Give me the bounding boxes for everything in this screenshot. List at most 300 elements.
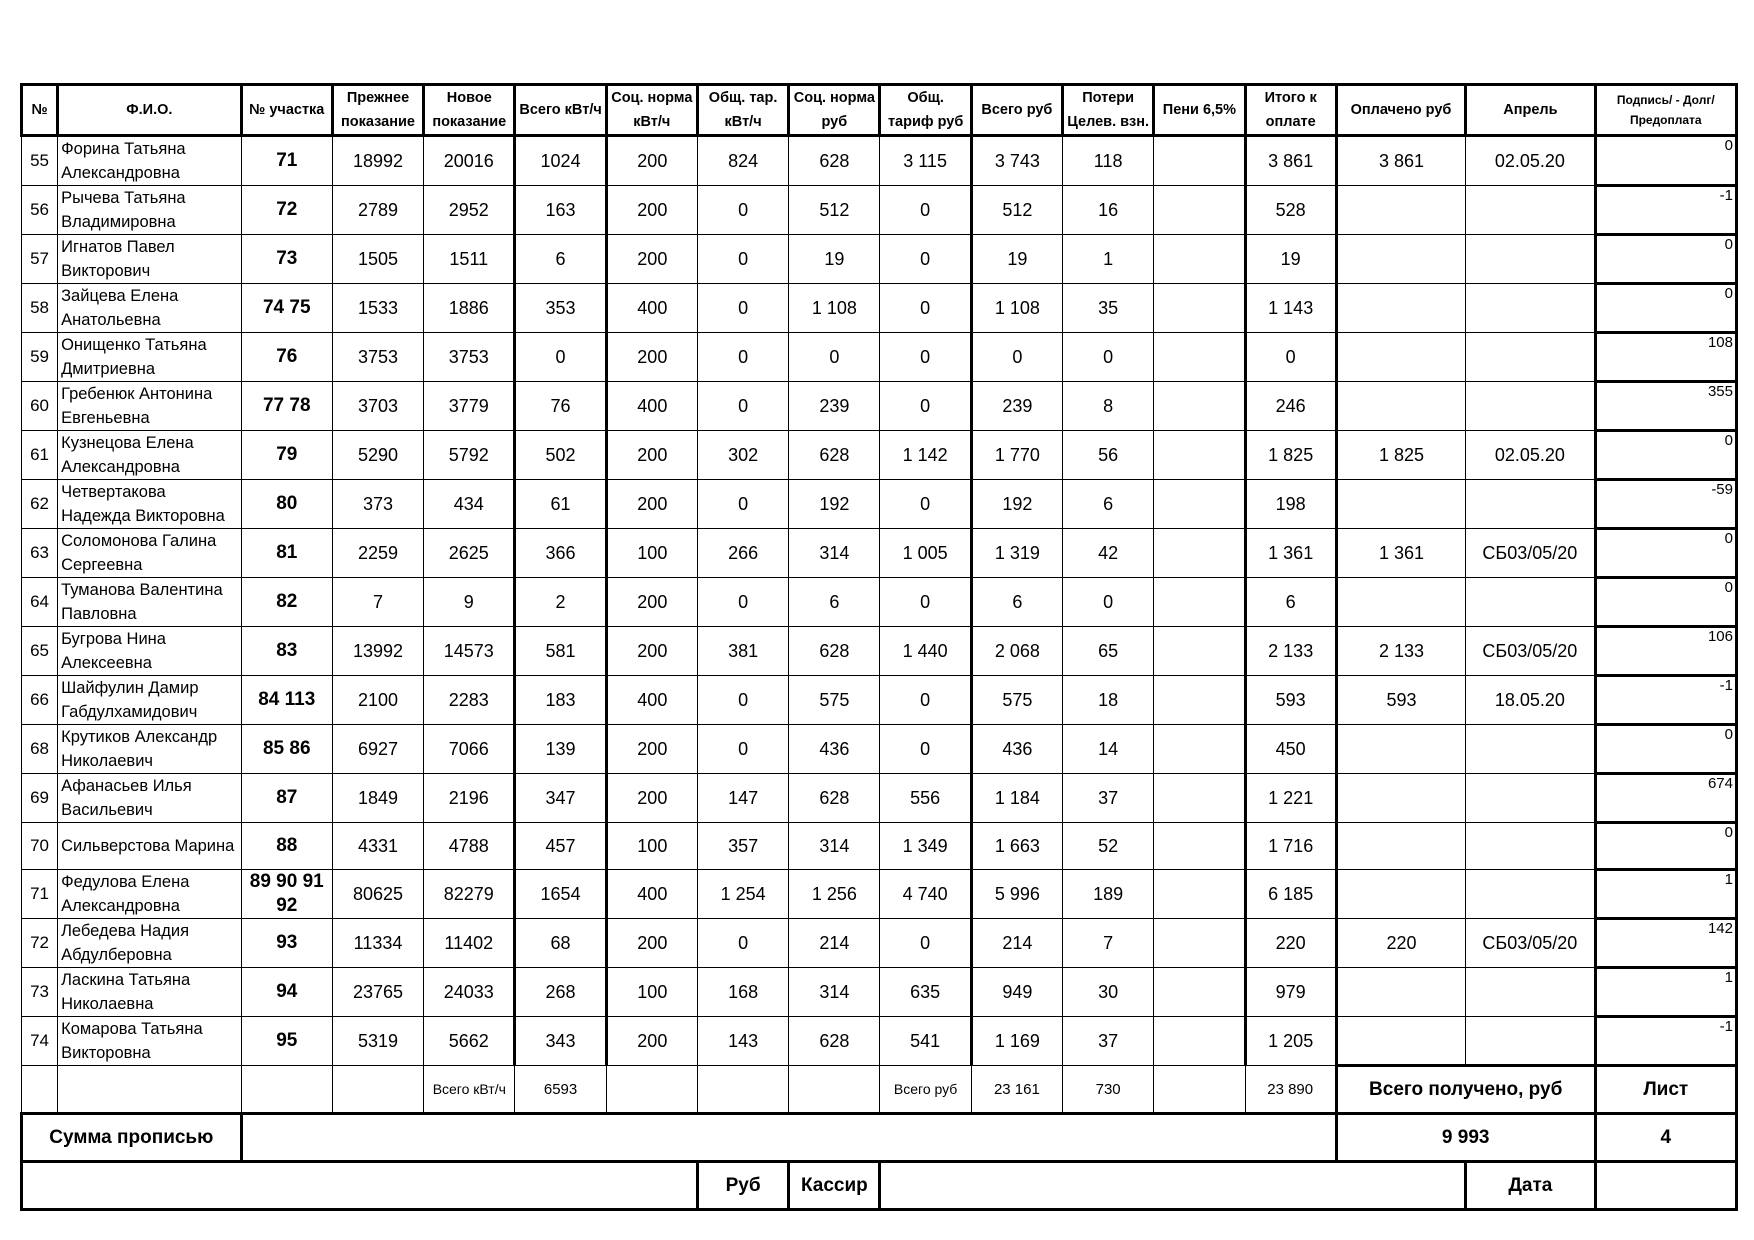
total-rub: 1 319 xyxy=(971,529,1062,578)
social-norm-kwh: 200 xyxy=(606,136,697,186)
general-tariff-kwh: 266 xyxy=(697,529,788,578)
amount-due: 246 xyxy=(1245,382,1336,431)
plot-number: 88 xyxy=(241,823,332,870)
totals-empty-cell xyxy=(22,1066,58,1114)
debt-prepayment: -1 xyxy=(1595,1017,1736,1066)
social-norm-kwh: 200 xyxy=(606,431,697,480)
losses-fee: 6 xyxy=(1063,480,1154,529)
april-payment-date: 02.05.20 xyxy=(1466,136,1595,186)
total-kwh: 366 xyxy=(515,529,606,578)
social-norm-rub: 6 xyxy=(789,578,880,627)
previous-reading: 373 xyxy=(332,480,423,529)
total-rub: 239 xyxy=(971,382,1062,431)
row-number: 72 xyxy=(22,919,58,968)
previous-reading: 1505 xyxy=(332,235,423,284)
table-row xyxy=(22,480,1737,529)
penalty xyxy=(1154,136,1245,186)
table-row xyxy=(22,774,1737,823)
resident-name: Игнатов Павел Викторович xyxy=(58,235,242,284)
general-tariff-rub: 0 xyxy=(880,235,971,284)
header-due: Итого к оплате xyxy=(1245,85,1336,136)
general-tariff-rub: 4 740 xyxy=(880,870,971,919)
amount-due: 1 825 xyxy=(1245,431,1336,480)
general-tariff-kwh: 357 xyxy=(697,823,788,870)
amount-paid: 593 xyxy=(1336,676,1465,725)
resident-name: Зайцева Елена Анатольевна xyxy=(58,284,242,333)
amount-due: 19 xyxy=(1245,235,1336,284)
april-payment-date xyxy=(1466,968,1595,1017)
debt-prepayment: 0 xyxy=(1595,823,1736,870)
penalty xyxy=(1154,431,1245,480)
previous-reading: 7 xyxy=(332,578,423,627)
april-payment-date: СБ03/05/20 xyxy=(1466,627,1595,676)
row-number: 61 xyxy=(22,431,58,480)
amount-due: 1 361 xyxy=(1245,529,1336,578)
amount-due: 6 xyxy=(1245,578,1336,627)
amount-paid: 3 861 xyxy=(1336,136,1465,186)
new-reading: 2625 xyxy=(424,529,515,578)
general-tariff-rub: 0 xyxy=(880,578,971,627)
total-kwh: 0 xyxy=(515,333,606,382)
new-reading: 20016 xyxy=(424,136,515,186)
totals-empty-cell xyxy=(697,1066,788,1114)
amount-paid xyxy=(1336,578,1465,627)
debt-prepayment: 108 xyxy=(1595,333,1736,382)
totals-sheet-label: Лист xyxy=(1595,1066,1736,1114)
amount-paid xyxy=(1336,480,1465,529)
social-norm-kwh: 400 xyxy=(606,382,697,431)
total-rub: 19 xyxy=(971,235,1062,284)
april-payment-date: СБ03/05/20 xyxy=(1466,529,1595,578)
new-reading: 2283 xyxy=(424,676,515,725)
table-row xyxy=(22,235,1737,284)
social-norm-rub: 1 256 xyxy=(789,870,880,919)
social-norm-kwh: 400 xyxy=(606,676,697,725)
april-payment-date xyxy=(1466,284,1595,333)
header-row xyxy=(22,85,1737,136)
new-reading: 14573 xyxy=(424,627,515,676)
header-april: Апрель xyxy=(1466,85,1595,136)
total-rub: 436 xyxy=(971,725,1062,774)
amount-due: 6 185 xyxy=(1245,870,1336,919)
table-row xyxy=(22,676,1737,725)
previous-reading: 2789 xyxy=(332,186,423,235)
previous-reading: 4331 xyxy=(332,823,423,870)
social-norm-rub: 314 xyxy=(789,529,880,578)
header-plot: № участка xyxy=(241,85,332,136)
amount-due: 198 xyxy=(1245,480,1336,529)
general-tariff-kwh: 824 xyxy=(697,136,788,186)
amount-due: 2 133 xyxy=(1245,627,1336,676)
row-number: 65 xyxy=(22,627,58,676)
table-row xyxy=(22,968,1737,1017)
header-prev: Прежнее показание xyxy=(332,85,423,136)
losses-fee: 0 xyxy=(1063,578,1154,627)
plot-number: 77 78 xyxy=(241,382,332,431)
resident-name: Онищенко Татьяна Дмитриевна xyxy=(58,333,242,382)
social-norm-rub: 628 xyxy=(789,431,880,480)
amount-due: 593 xyxy=(1245,676,1336,725)
total-kwh: 457 xyxy=(515,823,606,870)
totals-kwh-value: 6593 xyxy=(515,1066,606,1114)
general-tariff-rub: 0 xyxy=(880,919,971,968)
plot-number: 83 xyxy=(241,627,332,676)
social-norm-kwh: 200 xyxy=(606,774,697,823)
total-kwh: 68 xyxy=(515,919,606,968)
header-paid: Оплачено руб xyxy=(1336,85,1465,136)
table-row xyxy=(22,136,1737,186)
losses-fee: 37 xyxy=(1063,1017,1154,1066)
amount-paid: 2 133 xyxy=(1336,627,1465,676)
amount-due: 1 205 xyxy=(1245,1017,1336,1066)
amount-due: 1 143 xyxy=(1245,284,1336,333)
social-norm-rub: 239 xyxy=(789,382,880,431)
april-payment-date xyxy=(1466,725,1595,774)
new-reading: 11402 xyxy=(424,919,515,968)
social-norm-kwh: 100 xyxy=(606,823,697,870)
total-kwh: 163 xyxy=(515,186,606,235)
new-reading: 3753 xyxy=(424,333,515,382)
total-kwh: 6 xyxy=(515,235,606,284)
new-reading: 2952 xyxy=(424,186,515,235)
penalty xyxy=(1154,235,1245,284)
totals-empty-cell xyxy=(58,1066,242,1114)
header-sign: Подпись/ - Долг/Предоплата xyxy=(1595,85,1736,136)
total-kwh: 61 xyxy=(515,480,606,529)
footer-amount-field xyxy=(22,1162,698,1210)
social-norm-rub: 0 xyxy=(789,333,880,382)
social-norm-kwh: 400 xyxy=(606,284,697,333)
total-rub: 192 xyxy=(971,480,1062,529)
previous-reading: 5319 xyxy=(332,1017,423,1066)
losses-fee: 35 xyxy=(1063,284,1154,333)
losses-fee: 16 xyxy=(1063,186,1154,235)
social-norm-kwh: 100 xyxy=(606,968,697,1017)
plot-number: 74 75 xyxy=(241,284,332,333)
penalty xyxy=(1154,480,1245,529)
row-number: 66 xyxy=(22,676,58,725)
total-rub: 6 xyxy=(971,578,1062,627)
general-tariff-kwh: 147 xyxy=(697,774,788,823)
general-tariff-kwh: 0 xyxy=(697,919,788,968)
new-reading: 3779 xyxy=(424,382,515,431)
total-rub: 1 663 xyxy=(971,823,1062,870)
plot-number: 73 xyxy=(241,235,332,284)
plot-number: 81 xyxy=(241,529,332,578)
totals-empty-cell xyxy=(789,1066,880,1114)
losses-fee: 8 xyxy=(1063,382,1154,431)
header-soc-rub: Соц. норма руб xyxy=(789,85,880,136)
plot-number: 89 90 91 92 xyxy=(241,870,332,919)
row-number: 63 xyxy=(22,529,58,578)
debt-prepayment: 0 xyxy=(1595,725,1736,774)
totals-empty-cell xyxy=(332,1066,423,1114)
payment-sheet-table xyxy=(20,83,1738,1211)
losses-fee: 0 xyxy=(1063,333,1154,382)
social-norm-kwh: 200 xyxy=(606,186,697,235)
table-row xyxy=(22,1017,1737,1066)
previous-reading: 1849 xyxy=(332,774,423,823)
total-rub: 1 184 xyxy=(971,774,1062,823)
general-tariff-rub: 0 xyxy=(880,725,971,774)
total-kwh: 353 xyxy=(515,284,606,333)
amount-paid xyxy=(1336,870,1465,919)
new-reading: 1886 xyxy=(424,284,515,333)
row-number: 73 xyxy=(22,968,58,1017)
resident-name: Гребенюк Антонина Евгеньевна xyxy=(58,382,242,431)
previous-reading: 6927 xyxy=(332,725,423,774)
social-norm-rub: 214 xyxy=(789,919,880,968)
amount-due: 528 xyxy=(1245,186,1336,235)
penalty xyxy=(1154,382,1245,431)
losses-fee: 56 xyxy=(1063,431,1154,480)
debt-prepayment: -59 xyxy=(1595,480,1736,529)
general-tariff-kwh: 0 xyxy=(697,284,788,333)
row-number: 70 xyxy=(22,823,58,870)
row-number: 69 xyxy=(22,774,58,823)
losses-fee: 42 xyxy=(1063,529,1154,578)
resident-name: Форина Татьяна Александровна xyxy=(58,136,242,186)
penalty xyxy=(1154,333,1245,382)
resident-name: Крутиков Александр Николаевич xyxy=(58,725,242,774)
april-payment-date xyxy=(1466,578,1595,627)
header-no: № xyxy=(22,85,58,136)
new-reading: 7066 xyxy=(424,725,515,774)
amount-paid: 1 825 xyxy=(1336,431,1465,480)
total-rub: 512 xyxy=(971,186,1062,235)
april-payment-date xyxy=(1466,480,1595,529)
april-payment-date: 02.05.20 xyxy=(1466,431,1595,480)
general-tariff-rub: 0 xyxy=(880,284,971,333)
resident-name: Туманова Валентина Павловна xyxy=(58,578,242,627)
new-reading: 5662 xyxy=(424,1017,515,1066)
total-kwh: 347 xyxy=(515,774,606,823)
debt-prepayment: 0 xyxy=(1595,136,1736,186)
total-rub: 2 068 xyxy=(971,627,1062,676)
amount-due: 450 xyxy=(1245,725,1336,774)
row-number: 74 xyxy=(22,1017,58,1066)
totals-empty-cell xyxy=(1154,1066,1245,1114)
amount-paid xyxy=(1336,774,1465,823)
resident-name: Рычева Татьяна Владимировна xyxy=(58,186,242,235)
general-tariff-kwh: 0 xyxy=(697,186,788,235)
resident-name: Соломонова Галина Сергеевна xyxy=(58,529,242,578)
amount-paid xyxy=(1336,382,1465,431)
resident-name: Лебедева Надия Абдулберовна xyxy=(58,919,242,968)
total-rub: 3 743 xyxy=(971,136,1062,186)
footer-rub-label: Руб xyxy=(697,1162,788,1210)
row-number: 55 xyxy=(22,136,58,186)
amount-due: 220 xyxy=(1245,919,1336,968)
row-number: 57 xyxy=(22,235,58,284)
row-number: 56 xyxy=(22,186,58,235)
losses-fee: 7 xyxy=(1063,919,1154,968)
totals-empty-cell xyxy=(606,1066,697,1114)
penalty xyxy=(1154,774,1245,823)
totals-kwh-label: Всего кВт/ч xyxy=(424,1066,515,1114)
debt-prepayment: 355 xyxy=(1595,382,1736,431)
general-tariff-kwh: 0 xyxy=(697,725,788,774)
previous-reading: 23765 xyxy=(332,968,423,1017)
plot-number: 72 xyxy=(241,186,332,235)
plot-number: 85 86 xyxy=(241,725,332,774)
social-norm-rub: 628 xyxy=(789,627,880,676)
plot-number: 95 xyxy=(241,1017,332,1066)
table-row xyxy=(22,578,1737,627)
new-reading: 5792 xyxy=(424,431,515,480)
resident-name: Федулова Елена Александровна xyxy=(58,870,242,919)
footer-cashier-field xyxy=(880,1162,1466,1210)
sum-in-words-label: Сумма прописью xyxy=(22,1114,242,1162)
social-norm-rub: 628 xyxy=(789,136,880,186)
amount-paid xyxy=(1336,1017,1465,1066)
plot-number: 76 xyxy=(241,333,332,382)
header-gen-rub: Общ. тариф руб xyxy=(880,85,971,136)
social-norm-kwh: 200 xyxy=(606,235,697,284)
totals-due-value: 23 890 xyxy=(1245,1066,1336,1114)
general-tariff-kwh: 0 xyxy=(697,235,788,284)
table-row xyxy=(22,529,1737,578)
april-payment-date xyxy=(1466,774,1595,823)
previous-reading: 3753 xyxy=(332,333,423,382)
penalty xyxy=(1154,284,1245,333)
table-row xyxy=(22,186,1737,235)
social-norm-rub: 575 xyxy=(789,676,880,725)
debt-prepayment: 0 xyxy=(1595,235,1736,284)
debt-prepayment: 1 xyxy=(1595,870,1736,919)
footer-date-field xyxy=(1595,1162,1736,1210)
previous-reading: 80625 xyxy=(332,870,423,919)
april-payment-date xyxy=(1466,1017,1595,1066)
total-rub: 0 xyxy=(971,333,1062,382)
previous-reading: 2259 xyxy=(332,529,423,578)
losses-fee: 14 xyxy=(1063,725,1154,774)
general-tariff-rub: 635 xyxy=(880,968,971,1017)
amount-due: 3 861 xyxy=(1245,136,1336,186)
penalty xyxy=(1154,823,1245,870)
amount-paid xyxy=(1336,235,1465,284)
debt-prepayment: 0 xyxy=(1595,431,1736,480)
row-number: 58 xyxy=(22,284,58,333)
general-tariff-rub: 0 xyxy=(880,676,971,725)
new-reading: 434 xyxy=(424,480,515,529)
amount-paid: 1 361 xyxy=(1336,529,1465,578)
footer-date-label: Дата xyxy=(1466,1162,1595,1210)
plot-number: 84 113 xyxy=(241,676,332,725)
totals-empty-cell xyxy=(241,1066,332,1114)
previous-reading: 11334 xyxy=(332,919,423,968)
penalty xyxy=(1154,725,1245,774)
general-tariff-rub: 1 005 xyxy=(880,529,971,578)
table-row xyxy=(22,823,1737,870)
general-tariff-rub: 0 xyxy=(880,333,971,382)
amount-due: 0 xyxy=(1245,333,1336,382)
social-norm-rub: 628 xyxy=(789,1017,880,1066)
header-soc-kwh: Соц. норма кВт/ч xyxy=(606,85,697,136)
social-norm-kwh: 200 xyxy=(606,480,697,529)
sum-in-words-row xyxy=(22,1114,1737,1162)
new-reading: 82279 xyxy=(424,870,515,919)
losses-fee: 37 xyxy=(1063,774,1154,823)
table-row xyxy=(22,284,1737,333)
resident-name: Кузнецова Елена Александровна xyxy=(58,431,242,480)
losses-fee: 52 xyxy=(1063,823,1154,870)
plot-number: 94 xyxy=(241,968,332,1017)
social-norm-rub: 436 xyxy=(789,725,880,774)
table-row xyxy=(22,725,1737,774)
losses-fee: 65 xyxy=(1063,627,1154,676)
losses-fee: 30 xyxy=(1063,968,1154,1017)
debt-prepayment: 0 xyxy=(1595,529,1736,578)
total-rub: 1 770 xyxy=(971,431,1062,480)
resident-name: Комарова Татьяна Викторовна xyxy=(58,1017,242,1066)
social-norm-kwh: 200 xyxy=(606,627,697,676)
total-kwh: 268 xyxy=(515,968,606,1017)
table-row xyxy=(22,382,1737,431)
social-norm-rub: 19 xyxy=(789,235,880,284)
header-penalty: Пени 6,5% xyxy=(1154,85,1245,136)
social-norm-rub: 628 xyxy=(789,774,880,823)
losses-fee: 18 xyxy=(1063,676,1154,725)
general-tariff-rub: 541 xyxy=(880,1017,971,1066)
social-norm-kwh: 200 xyxy=(606,333,697,382)
total-kwh: 343 xyxy=(515,1017,606,1066)
footer-cashier-label: Кассир xyxy=(789,1162,880,1210)
sum-in-words-field xyxy=(241,1114,1336,1162)
table-row xyxy=(22,333,1737,382)
amount-due: 1 221 xyxy=(1245,774,1336,823)
social-norm-kwh: 200 xyxy=(606,1017,697,1066)
totals-rub-label: Всего руб xyxy=(880,1066,971,1114)
plot-number: 93 xyxy=(241,919,332,968)
debt-prepayment: 142 xyxy=(1595,919,1736,968)
april-payment-date: СБ03/05/20 xyxy=(1466,919,1595,968)
resident-name: Шайфулин Дамир Габдулхамидович xyxy=(58,676,242,725)
general-tariff-rub: 0 xyxy=(880,480,971,529)
total-rub: 214 xyxy=(971,919,1062,968)
debt-prepayment: 1 xyxy=(1595,968,1736,1017)
social-norm-rub: 192 xyxy=(789,480,880,529)
total-rub: 1 108 xyxy=(971,284,1062,333)
general-tariff-rub: 0 xyxy=(880,186,971,235)
debt-prepayment: 0 xyxy=(1595,284,1736,333)
social-norm-rub: 314 xyxy=(789,968,880,1017)
amount-paid xyxy=(1336,823,1465,870)
header-total-rub: Всего руб xyxy=(971,85,1062,136)
new-reading: 24033 xyxy=(424,968,515,1017)
plot-number: 87 xyxy=(241,774,332,823)
total-kwh: 1024 xyxy=(515,136,606,186)
total-rub: 1 169 xyxy=(971,1017,1062,1066)
header-total-kwh: Всего кВт/ч xyxy=(515,85,606,136)
totals-row xyxy=(22,1066,1737,1114)
total-rub: 949 xyxy=(971,968,1062,1017)
penalty xyxy=(1154,1017,1245,1066)
social-norm-rub: 314 xyxy=(789,823,880,870)
amount-due: 1 716 xyxy=(1245,823,1336,870)
amount-paid: 220 xyxy=(1336,919,1465,968)
debt-prepayment: -1 xyxy=(1595,186,1736,235)
row-number: 68 xyxy=(22,725,58,774)
sheet-number: 4 xyxy=(1595,1114,1736,1162)
general-tariff-rub: 1 142 xyxy=(880,431,971,480)
total-kwh: 76 xyxy=(515,382,606,431)
total-rub: 575 xyxy=(971,676,1062,725)
previous-reading: 18992 xyxy=(332,136,423,186)
row-number: 62 xyxy=(22,480,58,529)
general-tariff-kwh: 143 xyxy=(697,1017,788,1066)
total-kwh: 581 xyxy=(515,627,606,676)
